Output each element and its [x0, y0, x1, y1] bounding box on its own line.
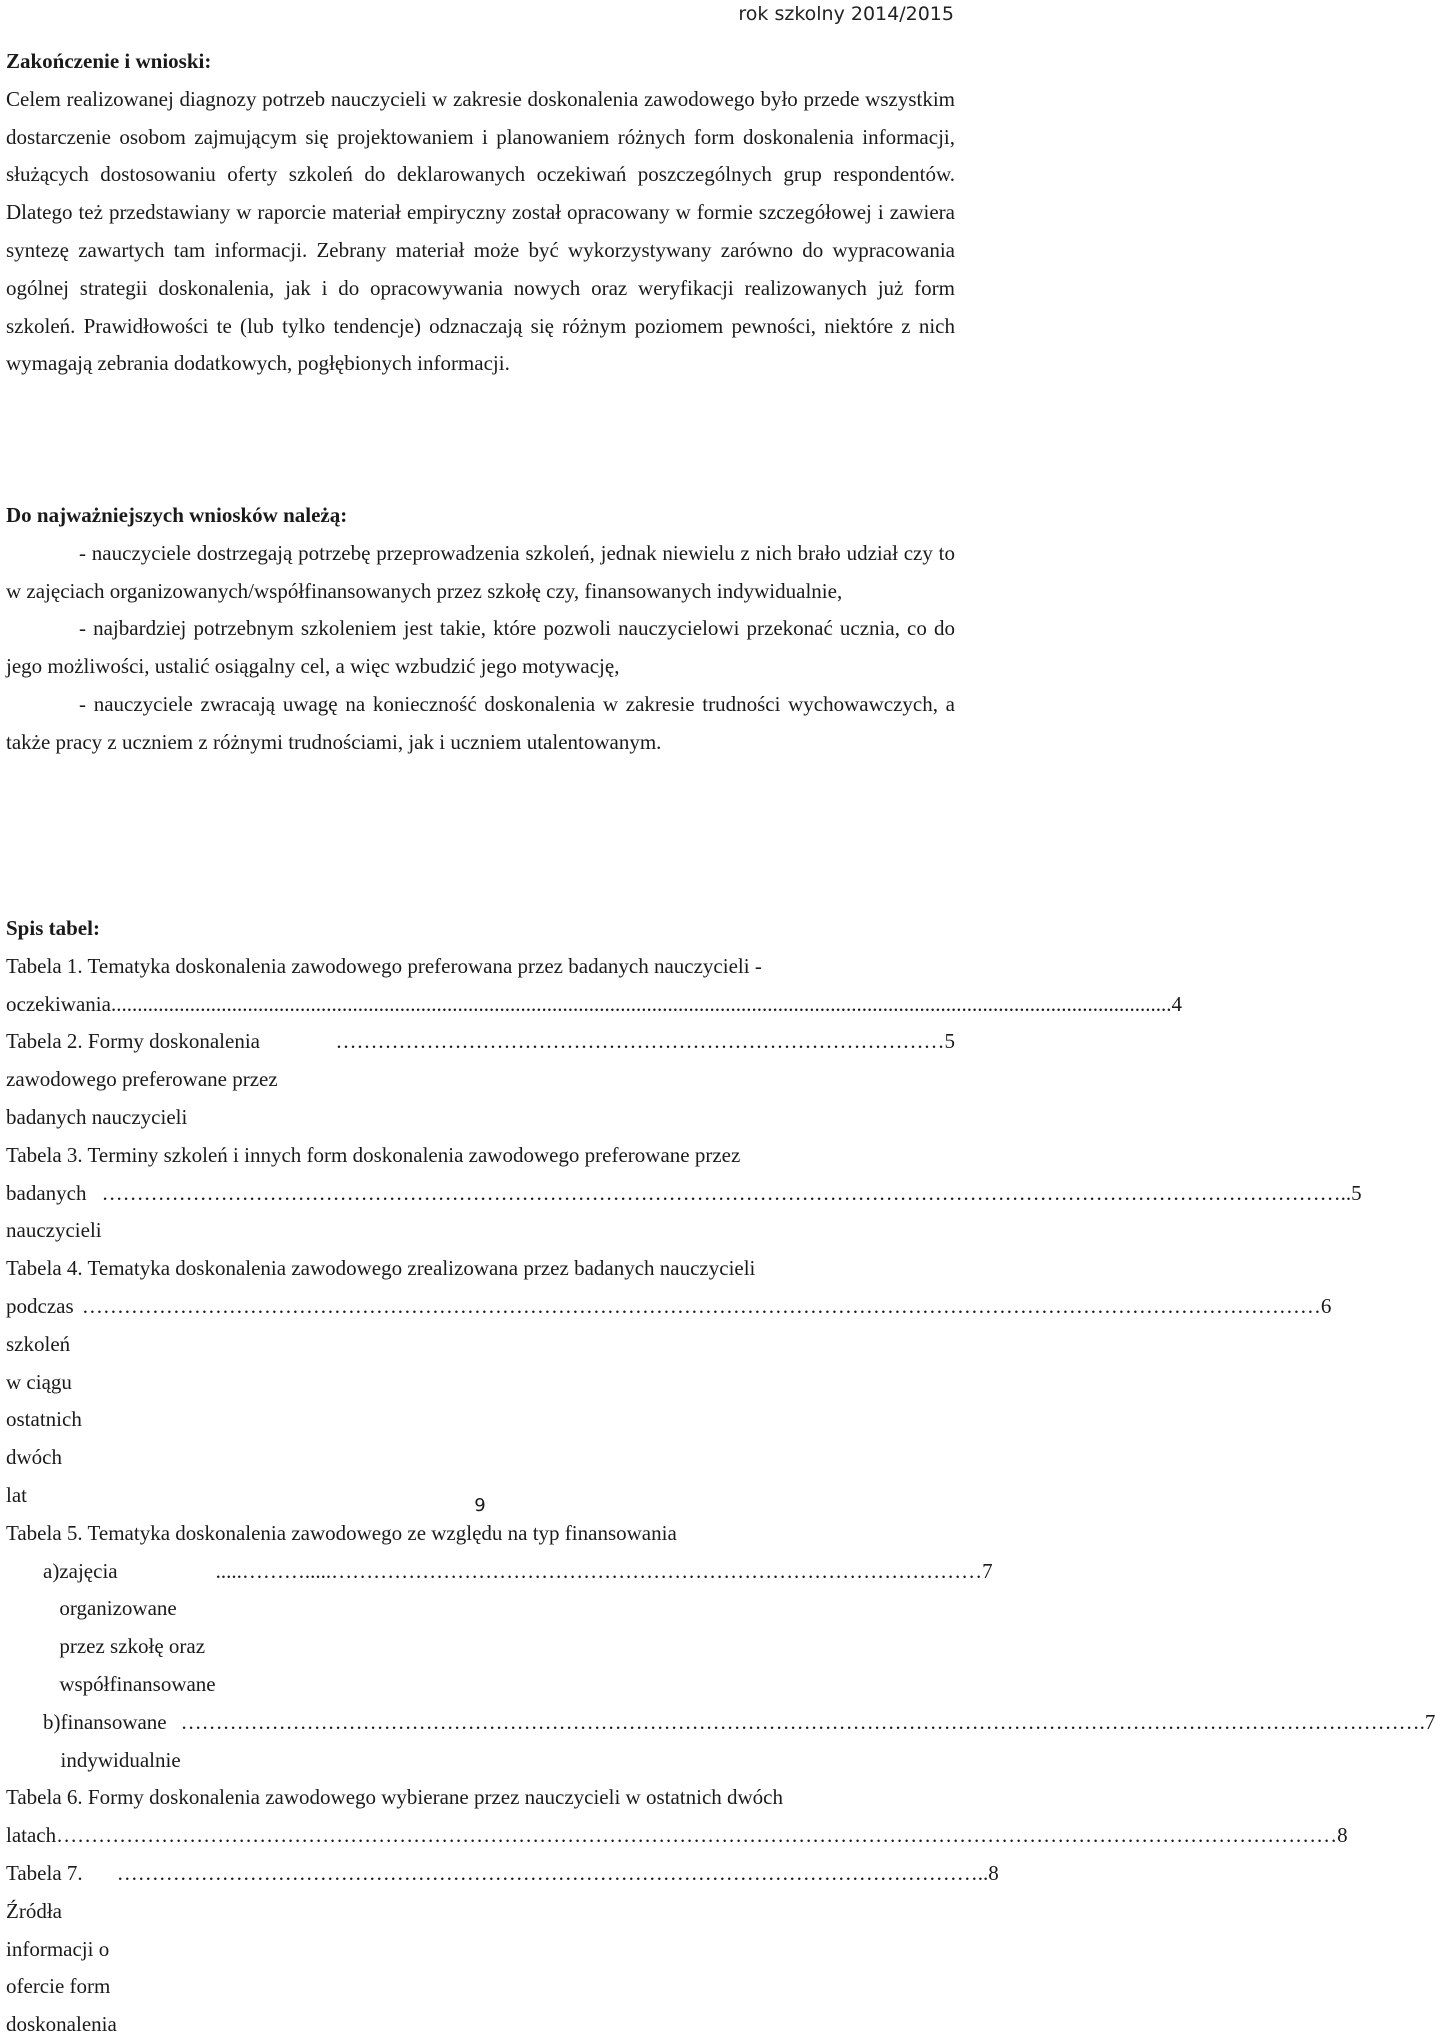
toc-entry-text: Tabela 4. Tematyka doskonalenia zawodowego zrealizowana przez badanych nauczycieli	[6, 1256, 756, 1281]
conclusions-title: Zakończenie i wnioski:	[6, 49, 212, 73]
toc-leader-dots: ……………………………………………………………………………	[335, 1029, 945, 1054]
toc-subitem-marker: a)	[43, 1558, 60, 1583]
toc-page-number: .7	[1419, 1709, 1435, 1734]
toc-entry-text: zajęcia organizowane przez szkołę oraz współfinansowane	[59, 1558, 216, 1696]
toc-leader-dots: ..........................................................................................................................................................................................................	[110, 991, 1172, 1016]
toc-page-number: 6	[1320, 1293, 1332, 1318]
toc-page-number: 8	[1337, 1823, 1348, 1848]
school-year-header: rok szkolny 2014/2015	[738, 3, 954, 25]
toc-page-number: 7	[982, 1558, 993, 1583]
toc-page-number: 5	[944, 1029, 955, 1054]
toc-entry-text: podczas szkoleń w ciągu ostatnich dwóch lat	[6, 1293, 82, 1507]
toc-entry-text: Tabela 6. Formy doskonalenia zawodowego wybierane przez nauczycieli w ostatnich dwóch	[6, 1785, 783, 1810]
toc-entry-table-2	[6, 1023, 955, 1136]
conclusions-section	[6, 43, 955, 383]
finding-item: - nauczyciele zwracają uwagę na konieczność doskonalenia w zakresie trudności wychowawczych, a także pracy z uczniem z różnymi trudnościami, jak i uczniem utalentowanym.	[6, 691, 955, 754]
toc-subitem-marker: b)	[43, 1709, 61, 1734]
toc-entry-text: Tabela 7. Źródła informacji o ofercie form doskonalenia	[6, 1860, 117, 2037]
toc-leader-dots: ……………………………………………………………………………………………………………	[116, 1860, 978, 1885]
conclusions-paragraph: Celem realizowanej diagnozy potrzeb nauczycieli w zakresie doskonalenia zawodowego było przede wszystkim dostarczenie osobom zajmującym się projektowaniem i planowaniem różnych form doskonalenia informacji, służących dostosowaniu oferty szkoleń do deklarowanych oczekiwań poszczególnych grup respondentów. Dlatego też przedstawiany w raporcie materiał empiryczny został opracowany w formie szczegółowej i zawiera syntezę zawartych tam informacji. Zebrany materiał może być wykorzystywany zarówno do wypracowania ogólnej strategii doskonalenia, jak i do opracowywania nowych oraz weryfikacji realizowanych już form szkoleń. Prawidłowości te (lub tylko tendencje) odznaczają się różnym poziomem pewności, niektóre z nich wymagają zebrania dodatkowych, pogłębionych informacji.	[6, 86, 955, 376]
toc-entry-text: Tabela 2. Formy doskonalenia zawodowego preferowane przez badanych nauczycieli	[6, 1029, 278, 1129]
toc-entry-text: Tabela 5. Tematyka doskonalenia zawodowego ze względu na typ finansowania	[6, 1520, 677, 1545]
toc-entry-table-4	[6, 1250, 1332, 1515]
toc-entry-table-7	[6, 1855, 999, 2044]
toc-leader-dots: ……………………………………………………………………………………………………………………………………………………………	[180, 1709, 1420, 1734]
toc-page-number: ..5	[1340, 1180, 1362, 1205]
toc-entry-text: latach	[6, 1823, 57, 1848]
toc-entry-text: finansowane indywidualnie	[60, 1709, 181, 1772]
toc-entry-text: Tabela 3. Terminy szkoleń i innych form doskonalenia zawodowego preferowane przez	[6, 1142, 741, 1167]
toc-page-number: 4	[1171, 991, 1182, 1016]
finding-item: - najbardziej potrzebnym szkoleniem jest takie, które pozwoli nauczycielowi przekonać ucznia, co do jego możliwości, ustalić osiągalny cel, a więc wzbudzić jego motywację,	[6, 616, 955, 679]
toc-page-number: ..8	[977, 1860, 999, 1885]
toc-entry-text: oczekiwania	[6, 991, 111, 1016]
toc-leader-dots: ……………………………………………………………………………………………………………………………………………………………	[81, 1293, 1321, 1318]
toc-entry-table-1	[6, 948, 1182, 1024]
toc-entry-text: badanych nauczycieli	[6, 1180, 102, 1243]
toc-entry-table-3	[6, 1137, 1362, 1250]
toc-leader-dots: .....……….....…………………………………………………………………………………	[215, 1558, 983, 1583]
page-number: 9	[474, 1495, 486, 1516]
toc-leader-dots: …………………………………………………………………………………………………………………………………………………………………	[56, 1823, 1338, 1848]
list-of-tables-section	[6, 910, 1435, 2044]
toc-leader-dots: ……………………………………………………………………………………………………………………………………………………………	[101, 1180, 1341, 1205]
finding-item: - nauczyciele dostrzegają potrzebę przeprowadzenia szkoleń, jednak niewielu z nich brało udział czy to w zajęciach organizowanych/współfinansowanych przez szkołę czy, finansowanych indywidualnie,	[6, 540, 955, 603]
list-of-tables-title: Spis tabel:	[6, 916, 100, 940]
toc-entry-table-6	[6, 1779, 1348, 1855]
toc-entry-text: Tabela 1. Tematyka doskonalenia zawodowego preferowana przez badanych nauczycieli -	[6, 953, 762, 978]
toc-entry-table-5	[6, 1515, 1435, 1780]
key-findings-title: Do najważniejszych wniosków należą:	[6, 503, 348, 527]
key-findings-section	[6, 497, 955, 762]
